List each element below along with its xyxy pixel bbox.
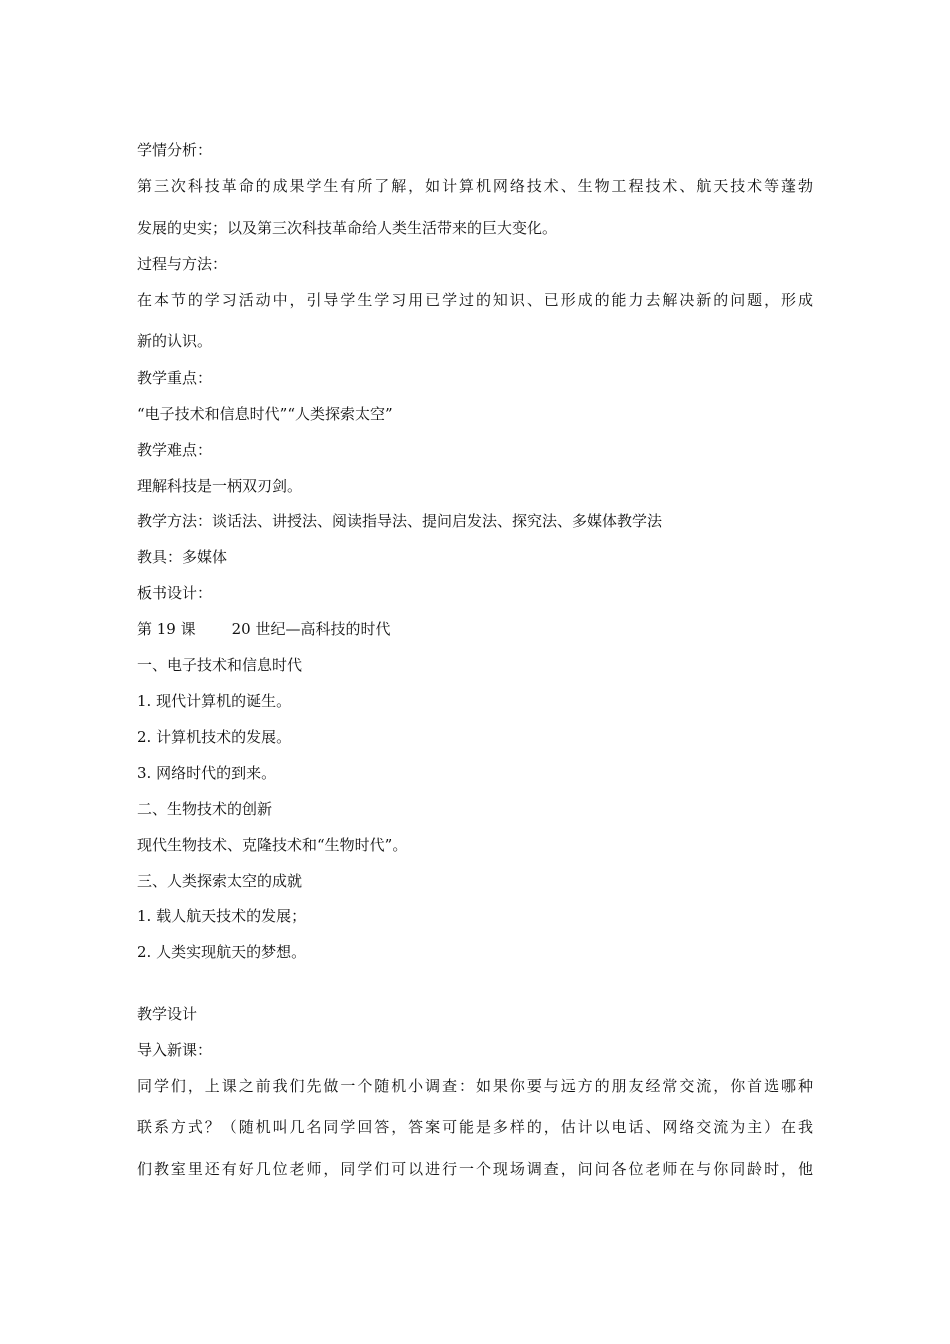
lesson-number: 第 19 课: [137, 620, 196, 638]
lesson-title-line: [137, 619, 390, 639]
paragraph-line: 同学们，上课之前我们先做一个随机小调查：如果你要与远方的朋友经常交流，你首选哪种: [137, 1077, 813, 1095]
outline-item: 三、人类探索太空的成就: [137, 872, 303, 890]
outline-item: 1. 现代计算机的诞生。: [137, 692, 292, 710]
outline-item: 二、生物技术的创新: [137, 800, 273, 818]
heading-key-points: 教学重点：: [137, 369, 213, 387]
paragraph-teaching-methods: 教学方法：谈话法、讲授法、阅读指导法、提问启发法、探究法、多媒体教学法: [137, 512, 663, 530]
heading-learning-analysis: 学情分析：: [137, 141, 213, 159]
heading-process-method: 过程与方法：: [137, 255, 228, 273]
paragraph-line: 联系方式？（随机叫几名同学回答，答案可能是多样的，估计以电话、网络交流为主）在我: [137, 1118, 813, 1136]
paragraph-line: 新的认识。: [137, 332, 213, 350]
heading-board-design: 板书设计：: [137, 584, 213, 602]
heading-introduction: 导入新课：: [137, 1041, 213, 1059]
outline-item: 3. 网络时代的到来。: [137, 764, 277, 782]
outline-item: 1. 载人航天技术的发展；: [137, 907, 307, 925]
outline-item: 现代生物技术、克隆技术和“生物时代”。: [137, 836, 408, 854]
paragraph-line: 在本节的学习活动中，引导学生学习用已学过的知识、已形成的能力去解决新的问题，形成: [137, 291, 813, 309]
outline-item: 一、电子技术和信息时代: [137, 656, 303, 674]
paragraph-teaching-aids: 教具：多媒体: [137, 548, 228, 566]
heading-difficulties: 教学难点：: [137, 441, 213, 459]
outline-item: 2. 计算机技术的发展。: [137, 728, 292, 746]
paragraph-line: 发展的史实；以及第三次科技革命给人类生活带来的巨大变化。: [137, 219, 558, 237]
paragraph-line: 第三次科技革命的成果学生有所了解，如计算机网络技术、生物工程技术、航天技术等蓬勃: [137, 177, 813, 195]
paragraph-line: “电子技术和信息时代”“人类探索太空”: [137, 405, 393, 423]
paragraph-line: 理解科技是一柄双刃剑。: [137, 477, 303, 495]
heading-teaching-design: 教学设计: [137, 1005, 198, 1023]
paragraph-line: 们教室里还有好几位老师，同学们可以进行一个现场调查，问问各位老师在与你同龄时，他: [137, 1160, 813, 1178]
outline-item: 2. 人类实现航天的梦想。: [137, 943, 307, 961]
lesson-title: 20 世纪—高科技的时代: [231, 620, 391, 638]
